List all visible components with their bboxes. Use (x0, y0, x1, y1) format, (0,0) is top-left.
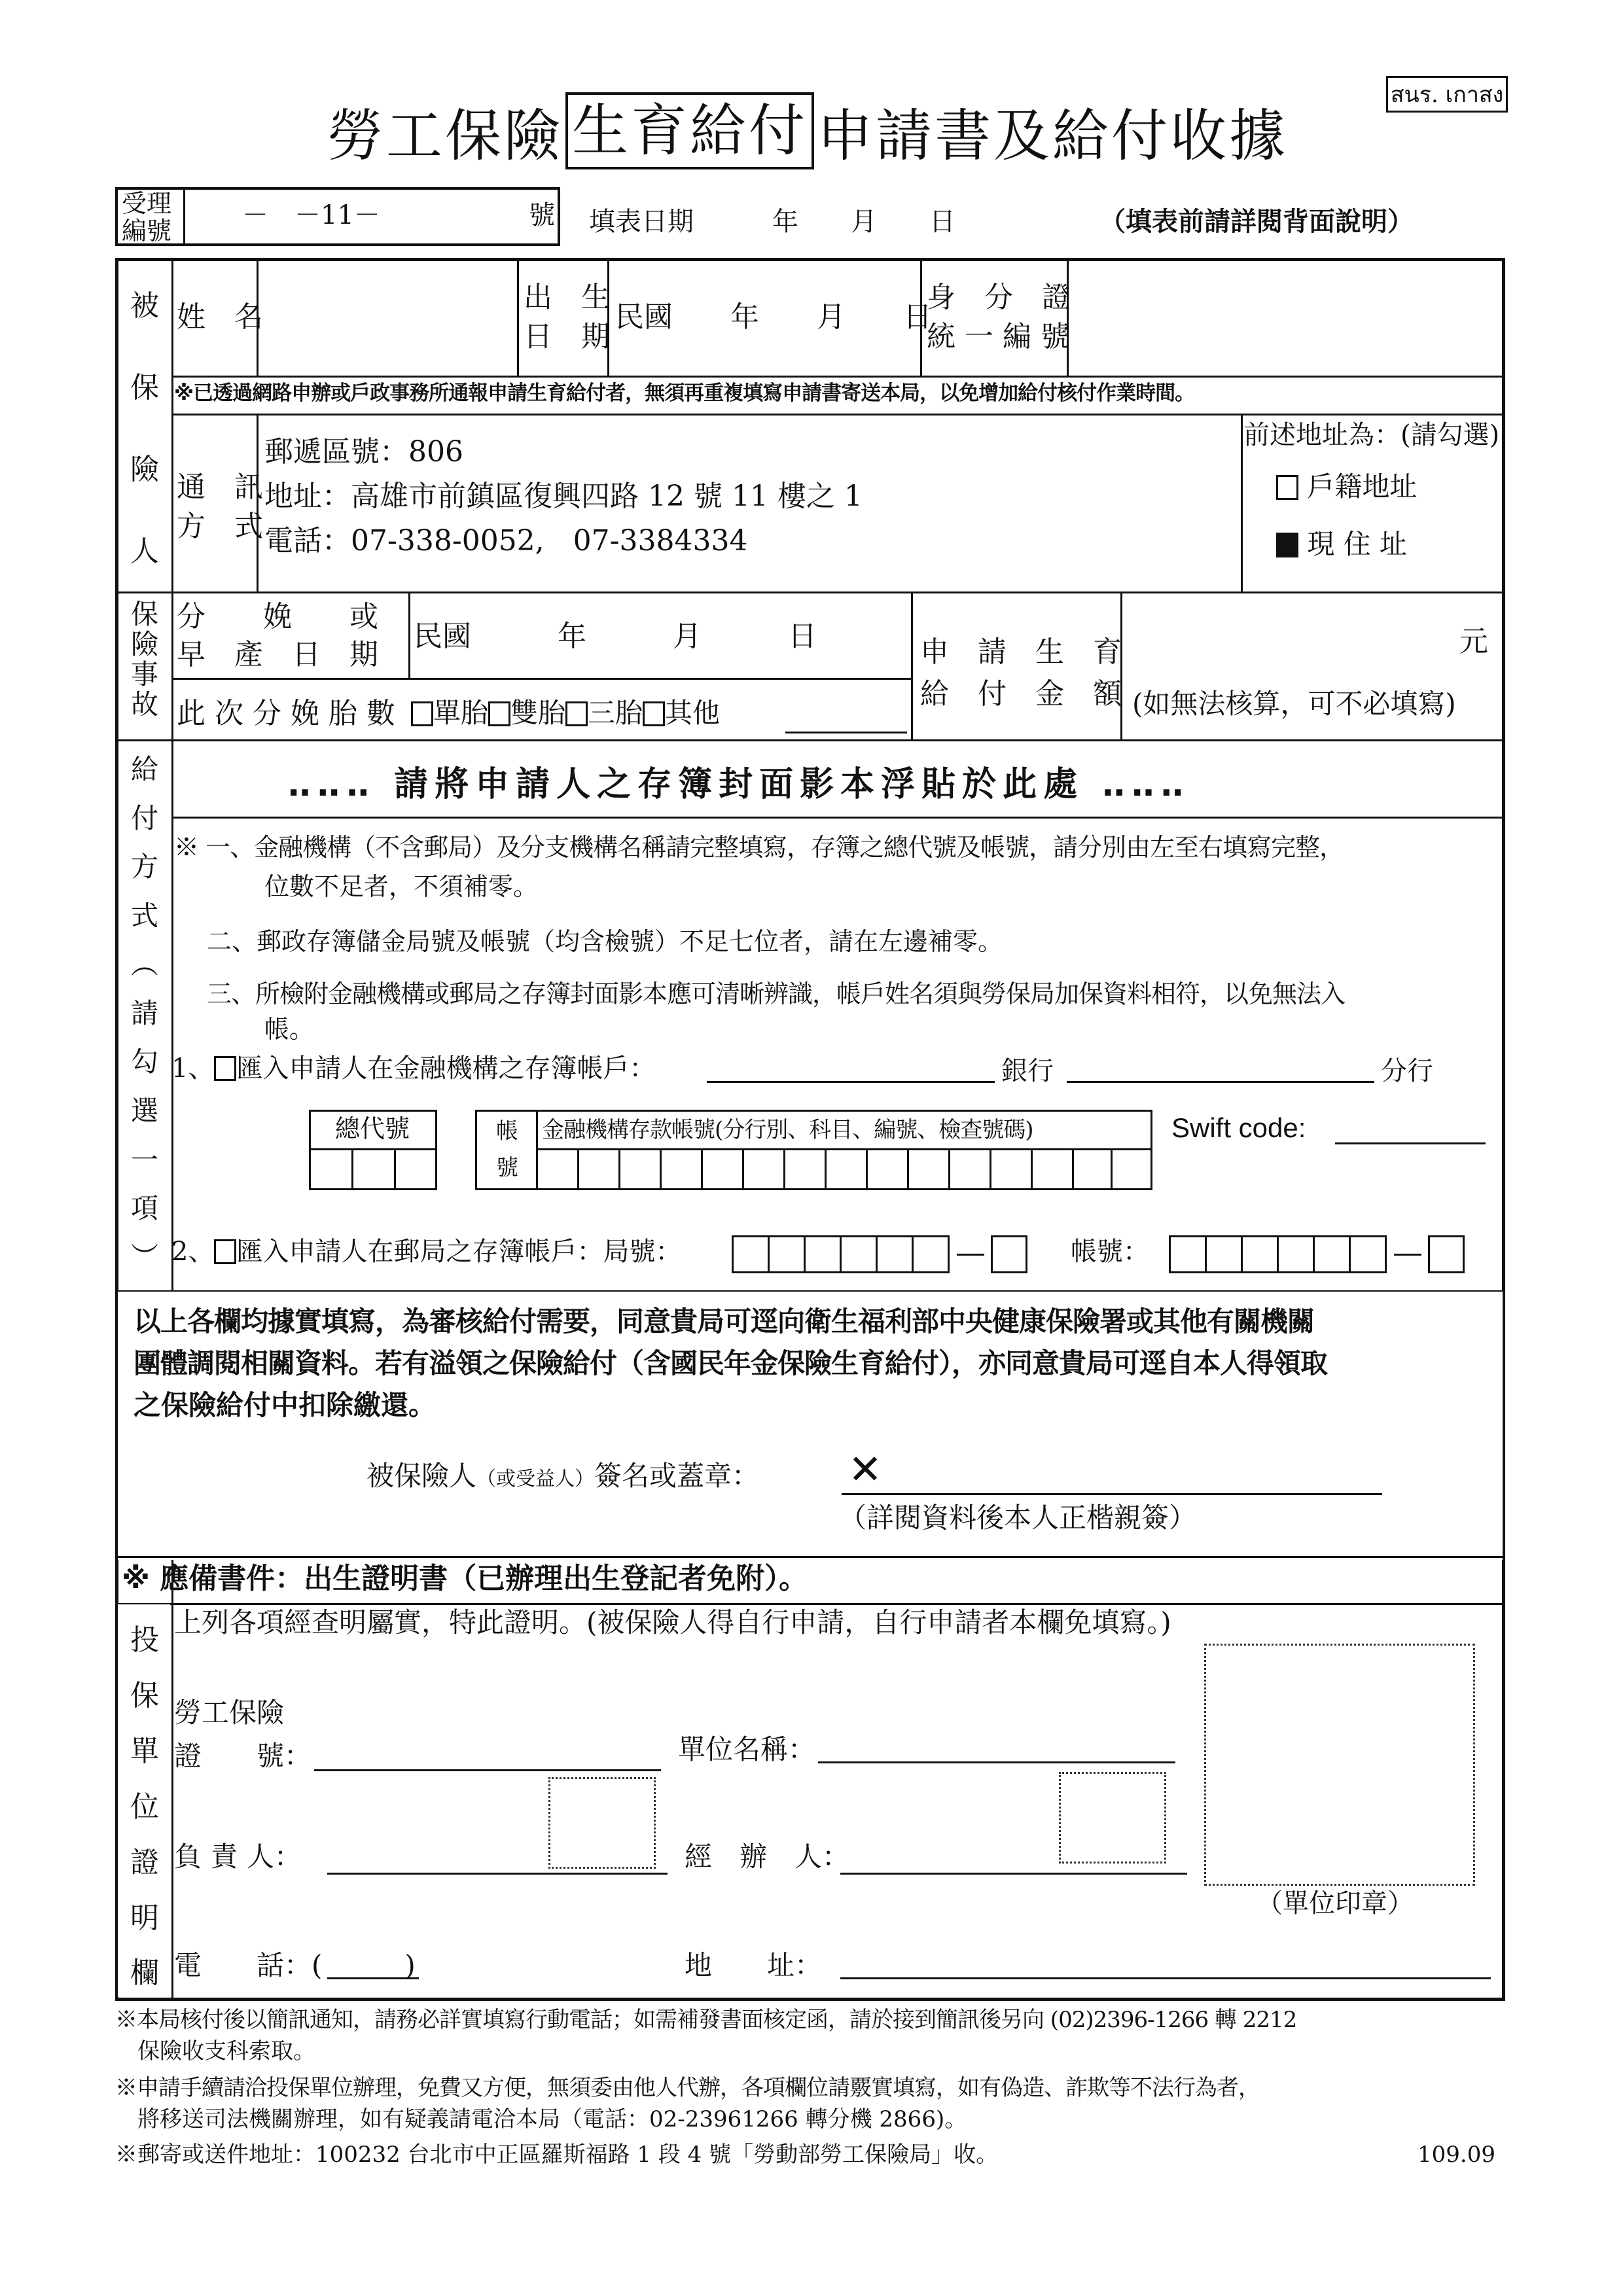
amount-unit: 元 (1459, 625, 1488, 658)
post-office-digit[interactable] (876, 1235, 914, 1273)
account-digit[interactable] (783, 1148, 827, 1190)
contact-label-1: 通 訊 (177, 470, 263, 504)
birth-date-field[interactable]: 民國 年 月 日 (615, 300, 932, 334)
post-office-check-digit[interactable] (991, 1235, 1027, 1273)
declaration-line-3: 之保險給付中扣除繳還。 (134, 1389, 437, 1421)
post-office-digit[interactable] (732, 1235, 770, 1273)
bank-code-digit[interactable] (394, 1148, 437, 1190)
payment-note-3a: 三、所檢附金融機構或郵局之存簿封面影本應可清晰辨識，帳戶姓名須與勞保局加保資料相符，以免無法入 (207, 980, 1346, 1008)
form-version: 109.09 (1418, 2142, 1495, 2168)
footnote-2b: 將移送司法機關辦理，如有疑義請電洽本局（電話：02-23961266 轉分機 2866)。 (137, 2106, 967, 2132)
post-office-digit[interactable] (804, 1235, 842, 1273)
payment-note-2: 二、郵政存簿儲金局號及帳號（均含檢號）不足七位者，請在左邊補零。 (207, 927, 1003, 956)
delivery-date-field[interactable]: 民國 年 月 日 (414, 620, 817, 653)
post-office-digit[interactable] (912, 1235, 950, 1273)
handler-field[interactable] (840, 1873, 1187, 1875)
fill-date[interactable]: 填表日期 年 月 日 (589, 207, 955, 237)
footnote-1a: ※本局核付後以簡訊通知，請務必詳實填寫行動電話；如需補發書面核定函，請於接到簡訊後另向 (02)2396-1266 轉 2212 (115, 2007, 1297, 2033)
account-digit[interactable] (742, 1148, 785, 1190)
name-field[interactable] (259, 262, 516, 374)
signature-label: 被保險人（或受益人）簽名或蓋章： (366, 1460, 760, 1492)
post-account-digit[interactable] (1241, 1235, 1279, 1273)
phone[interactable]: 電話：07-338-0052, 07-3384334 (264, 524, 748, 557)
declaration-line-1: 以上各欄均據實填寫，為審核給付需要，同意貴局可逕向衛生福利部中央健康保險署或其他有關機關 (134, 1305, 1315, 1337)
employer-address-label: 地 址： (685, 1949, 823, 1981)
account-digit[interactable] (866, 1148, 909, 1190)
triplets-checkbox[interactable] (565, 701, 588, 726)
footnote-1b: 保險收支科索取。 (137, 2038, 315, 2064)
single-checkbox[interactable] (411, 701, 433, 726)
account-digit[interactable] (1072, 1148, 1113, 1190)
bank-label: 銀行 (1001, 1056, 1054, 1086)
household-address-option[interactable]: 戶籍地址 (1276, 471, 1417, 503)
amount-note: (如無法核算，可不必填寫) (1132, 688, 1456, 720)
page-title (327, 92, 1288, 170)
post-account-digit[interactable] (1313, 1235, 1351, 1273)
account-digit[interactable] (660, 1148, 703, 1190)
twins-checkbox[interactable] (488, 701, 510, 726)
post-account-digit[interactable] (1349, 1235, 1387, 1273)
post-account-label: 帳號： (1071, 1237, 1149, 1267)
account-digit[interactable] (907, 1148, 950, 1190)
address-type-label: 前述地址為：(請勾選) (1243, 420, 1500, 450)
employer-phone[interactable]: 電 話：( ) (174, 1949, 416, 1981)
account-label-1: 帳 (496, 1118, 518, 1144)
employer-statement: 上列各項經查明屬實，特此證明。(被保險人得自行申請，自行申請者本欄免填寫。) (174, 1606, 1171, 1638)
births-options[interactable]: 單胎 雙胎 三胎 其他 (411, 698, 720, 729)
birth-label-2: 日 期 (524, 320, 610, 353)
unit-name-field[interactable] (818, 1761, 1175, 1763)
birth-label-1: 出 生 (524, 281, 610, 314)
insurance-number-field[interactable] (314, 1769, 661, 1771)
payment-note-3b: 帳。 (264, 1015, 315, 1044)
form-code: สนร. เกาสง (1390, 82, 1504, 108)
insurance-label-1: 勞工保險 (174, 1697, 285, 1729)
delivery-label-1: 分 娩 或 (177, 600, 378, 633)
household-address-checkbox[interactable] (1276, 475, 1298, 500)
unit-seal-box[interactable] (1204, 1644, 1475, 1886)
post-account-digit[interactable] (1205, 1235, 1243, 1273)
births-label: 此 次 分 娩 胎 數 (177, 697, 395, 730)
incident-side-label: 保 險 事 故 (130, 598, 158, 720)
signature-note: （詳閱資料後本人正楷親簽） (839, 1502, 1197, 1534)
account-digit[interactable] (701, 1148, 744, 1190)
name-label: 姓 名 (177, 300, 263, 334)
insured-side-label: 被 保 險 人 (130, 289, 159, 568)
receipt-suffix: 號 (529, 200, 555, 230)
post-account-check-digit[interactable] (1428, 1235, 1465, 1273)
online-notice: ※已透過網路申辦或戶政事務所通報申請生育給付者，無須再重複填寫申請書寄送本局，以免增加給付核付作業時間。 (174, 381, 1195, 405)
notice: （填表前請詳閱背面說明） (1099, 207, 1414, 237)
address[interactable]: 地址：高雄市前鎮區復興四路 12 號 11 樓之 1 (264, 480, 863, 513)
bank-code-label: 總代號 (335, 1114, 410, 1143)
amount-label-2: 給 付 金 額 (920, 677, 1122, 711)
branch-label: 分行 (1381, 1056, 1433, 1086)
responsible-seal-box[interactable] (548, 1777, 656, 1869)
post-account-digit[interactable] (1277, 1235, 1315, 1273)
employer-address-field[interactable] (840, 1977, 1491, 1979)
swift-code-field[interactable] (1335, 1142, 1486, 1144)
footnote-2a: ※申請手續請洽投保單位辦理，免費又方便，無須委由他人代辦，各項欄位請覈實填寫，如有偽造、詐欺等不法行為者， (115, 2075, 1260, 2101)
swift-label: Swift code: (1171, 1112, 1306, 1143)
passbook-banner: ‥‥‥ 請將申請人之存簿封面影本浮貼於此處 ‥‥‥ (288, 765, 1190, 804)
declaration-line-2: 團體調閱相關資料。若有溢領之保險給付（含國民年金保險生育給付），亦同意貴局可逕自本人得領取 (134, 1347, 1328, 1379)
payment-side-label: 給 付 方 式 ︵ 請 勾 選 一 項 ︶ (130, 753, 158, 1273)
account-digit[interactable] (1111, 1148, 1152, 1190)
id-label-2: 統 一 編 號 (927, 320, 1069, 353)
insurance-label-2: 證 號： (174, 1740, 312, 1772)
account-digit[interactable] (1031, 1148, 1074, 1190)
seal-label: （單位印章） (1257, 1888, 1414, 1918)
account-digit[interactable] (618, 1148, 662, 1190)
option-2[interactable]: 2、 匯入申請人在郵局之存簿帳戶：局號： (171, 1237, 682, 1267)
account-digit[interactable] (536, 1148, 579, 1190)
receipt-label-2: 編號 (122, 217, 172, 245)
handler-label: 經 辦 人： (685, 1841, 850, 1873)
post-office-digit[interactable] (768, 1235, 806, 1273)
amount-label-1: 申 請 生 育 (920, 635, 1122, 669)
option-2-checkbox[interactable] (214, 1239, 236, 1264)
title-prefix: 勞工保險 (327, 103, 563, 169)
responsible-field[interactable] (327, 1873, 668, 1875)
receipt-number[interactable]: － －11－ (242, 200, 380, 230)
option-1-checkbox[interactable] (214, 1056, 236, 1081)
required-documents: ※ 應備書件：出生證明書（已辦理出生登記者免附）。 (122, 1562, 808, 1595)
post-office-digit[interactable] (840, 1235, 878, 1273)
unit-name-label: 單位名稱： (678, 1733, 816, 1765)
responsible-label: 負 責 人： (174, 1841, 302, 1873)
account-label-2: 號 (496, 1155, 518, 1181)
account-description: 金融機構存款帳號(分行別、科目、編號、檢查號碼) (542, 1117, 1033, 1143)
form-code-box (1386, 76, 1508, 113)
signature-mark: ✕ (848, 1445, 882, 1493)
payment-note-1b: 位數不足者，不須補零。 (264, 872, 539, 901)
postal-code[interactable]: 郵遞區號：806 (264, 435, 463, 468)
handler-seal-box[interactable] (1059, 1772, 1166, 1863)
option-1[interactable]: 1、 匯入申請人在金融機構之存簿帳戶： (171, 1053, 656, 1084)
account-digit[interactable] (825, 1148, 868, 1190)
delivery-label-2: 早 產 日 期 (177, 638, 378, 671)
other-checkbox[interactable] (643, 701, 665, 726)
employer-side-label: 投 保 單 位 證 明 欄 (130, 1623, 159, 1990)
current-address-option[interactable]: 現 住 址 (1276, 529, 1407, 560)
amount-field[interactable] (1123, 594, 1450, 666)
bank-code-digit[interactable] (351, 1148, 396, 1190)
current-address-checkbox[interactable] (1276, 533, 1298, 557)
account-digit[interactable] (990, 1148, 1033, 1190)
footnote-3: ※郵寄或送件地址：100232 台北市中正區羅斯福路 1 段 4 號「勞動部勞工保險局」收。 (115, 2142, 999, 2168)
title-boxed: 生育給付 (565, 92, 814, 169)
title-suffix: 申請書及給付收據 (817, 103, 1288, 169)
receipt-label-1: 受理 (122, 189, 172, 218)
payment-note-1a: ※ 一、金融機構（不含郵局）及分支機構名稱請完整填寫，存簿之總代號及帳號，請分別由左至右填寫完整， (174, 833, 1344, 862)
id-label-1: 身 分 證 (927, 281, 1071, 314)
post-account-digit[interactable] (1169, 1235, 1207, 1273)
id-number-field[interactable] (1069, 262, 1503, 374)
account-digit[interactable] (948, 1148, 991, 1190)
signature-field[interactable] (842, 1493, 1382, 1495)
contact-label-2: 方 式 (177, 510, 263, 543)
bank-code-digit[interactable] (309, 1148, 353, 1190)
account-digit[interactable] (577, 1148, 620, 1190)
